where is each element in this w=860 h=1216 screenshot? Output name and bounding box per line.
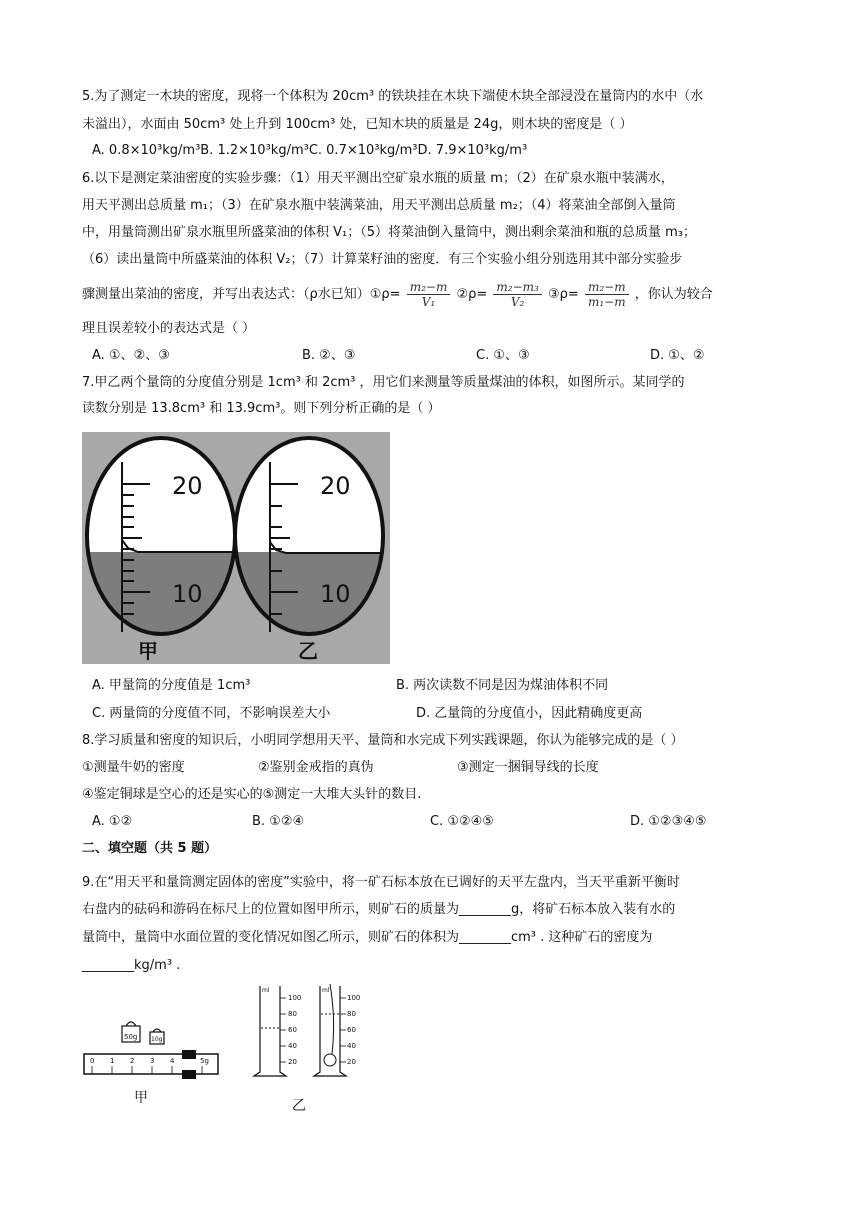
- figure-jia-label: 甲: [134, 1090, 148, 1106]
- cylinder-unit-left: ml: [262, 987, 270, 994]
- q6-line1: 6.以下是测定菜油密度的实验步骤：（1）用天平测出空矿泉水瓶的质量 m；（2）在矿泉水瓶中装满水，: [82, 171, 674, 186]
- tick-label-3: 3: [150, 1057, 155, 1065]
- l-tick-60: 60: [288, 1026, 297, 1034]
- figure-yi-label: 乙: [292, 1098, 306, 1114]
- q7-option-d: D. 乙量筒的分度值小，因此精确度更高: [416, 706, 643, 721]
- q6-option-c: C. ①、③: [476, 348, 530, 363]
- q7-option-a: A. 甲量筒的分度值是 1cm³: [92, 678, 251, 693]
- q5-line1: 5.为了测定一木块的密度，现将一个体积为 20cm³ 的铁块挂在木块下端使木块全部浸没在量筒内的水中（水: [82, 89, 704, 104]
- r-tick-40: 40: [347, 1042, 356, 1050]
- q8-line1: 8.学习质量和密度的知识后，小明同学想用天平、量筒和水完成下列实践课题，你认为能够完成的是（ ）: [82, 733, 684, 748]
- graduated-cylinder-figure: [250, 980, 370, 1115]
- l-tick-40: 40: [288, 1042, 297, 1050]
- right-label-20: 20: [320, 472, 351, 500]
- formula-1: $\frac{\text{m₂−m}}{\text{V₁}}$: [407, 280, 451, 309]
- cylinder-unit-right: ml: [322, 987, 330, 994]
- q8-item-2: ②鉴别金戒指的真伪: [258, 760, 374, 775]
- formula-3: $\frac{\text{m₂−m}}{\text{m₁−m}}$: [585, 280, 629, 309]
- r-tick-20: 20: [347, 1058, 356, 1066]
- q7-option-c: C. 两量筒的分度值不同，不影响误差大小: [92, 706, 331, 721]
- rider-top: [182, 1050, 196, 1059]
- q9-line4: ________kg/m³ .: [82, 958, 181, 973]
- q8-option-d: D. ①②③④⑤: [630, 814, 707, 829]
- q8-option-a: A. ①②: [92, 814, 133, 829]
- q7-line2: 读数分别是 13.8cm³ 和 13.9cm³。则下列分析正确的是（ ）: [82, 401, 441, 416]
- q8-option-c: C. ①②④⑤: [430, 814, 494, 829]
- q9-line3: 量筒中，量筒中水面位置的变化情况如图乙所示，则矿石的体积为________cm³ . 这种矿石的密度为: [82, 930, 653, 945]
- right-cylinder-name: 乙: [298, 639, 318, 663]
- cylinder-reading-figure: [82, 432, 390, 664]
- q6-line3: 中，用量筒测出矿泉水瓶里所盛菜油的体积 V₁；（5）将菜油倒入量筒中，测出剩余菜油和瓶的总质量 m₃；: [82, 225, 697, 240]
- q8-items-line2: ④鉴定铜球是空心的还是实心的⑤测定一大堆大头针的数目.: [82, 787, 422, 802]
- q8-option-b: B. ①②④: [252, 814, 305, 829]
- balance-scale-figure: [82, 1010, 222, 1110]
- weight-10g-label: 10g: [151, 1036, 163, 1043]
- left-cylinder-name: 甲: [138, 639, 158, 663]
- l-tick-100: 100: [288, 994, 302, 1002]
- q6-option-a: A. ①、②、③: [92, 348, 170, 363]
- section-title-fill-blank: 二、填空题（共 5 题）: [82, 841, 218, 856]
- q6-intro: 骤测量出菜油的密度，并写出表达式：（ρ水已知）①ρ=: [82, 287, 401, 302]
- rider-bottom: [182, 1070, 196, 1079]
- q6-line2: 用天平测出总质量 m₁；（3）在矿泉水瓶中装满菜油，用天平测出总质量 m₂；（4）将菜油全部倒入量筒: [82, 198, 676, 213]
- tick-label-0: 0: [90, 1057, 95, 1065]
- q6-option-b: B. ②、③: [302, 348, 356, 363]
- weight-50g-label: 50g: [124, 1033, 138, 1041]
- q5-line2: 未溢出），水面由 50cm³ 处上升到 100cm³ 处，已知木块的质量是 24g，则木块的密度是（ ）: [82, 117, 633, 132]
- r-tick-80: 80: [347, 1010, 356, 1018]
- r-tick-60: 60: [347, 1026, 356, 1034]
- left-label-20: 20: [172, 472, 203, 500]
- formula-3-label: ③ρ=: [548, 287, 579, 302]
- l-tick-80: 80: [288, 1010, 297, 1018]
- left-label-10: 10: [172, 580, 203, 608]
- q8-item-3: ③测定一捆铜导线的长度: [457, 760, 599, 775]
- right-label-10: 10: [320, 580, 351, 608]
- formula-2: $\frac{\text{m₂−m₃}}{\text{V₂}}$: [493, 280, 541, 309]
- tick-label-5g: 5g: [200, 1057, 209, 1065]
- r-tick-100: 100: [347, 994, 361, 1002]
- q7-line1: 7.甲乙两个量筒的分度值分别是 1cm³ 和 2cm³ ，用它们来测量等质量煤油的体积，如图所示。某同学的: [82, 375, 685, 390]
- q6-option-d: D. ①、②: [650, 348, 705, 363]
- formula-2-label: ②ρ=: [456, 287, 488, 302]
- q9-line2: 右盘内的砝码和游码在标尺上的位置如图甲所示，则矿石的质量为________g，将矿石标本放入装有水的: [82, 902, 676, 917]
- tick-label-1: 1: [110, 1057, 115, 1065]
- q6-line6: 理且误差较小的表达式是（ ）: [82, 321, 256, 336]
- q9-line1: 9.在“用天平和量筒测定固体的密度”实验中，将一矿石标本放在已调好的天平左盘内，当天平重新平衡时: [82, 875, 680, 890]
- l-tick-20: 20: [288, 1058, 297, 1066]
- q7-option-b: B. 两次读数不同是因为煤油体积不同: [396, 678, 609, 693]
- q6-line5: [82, 280, 713, 309]
- tick-label-4: 4: [170, 1057, 175, 1065]
- tick-label-2: 2: [130, 1057, 135, 1065]
- q5-options: A. 0.8×10³kg/m³B. 1.2×10³kg/m³C. 0.7×10³kg/m³D. 7.9×10³kg/m³: [92, 143, 528, 158]
- q6-tail: ，你认为较合: [634, 287, 713, 302]
- q8-item-1: ①测量牛奶的密度: [82, 760, 185, 775]
- q6-line4: （6）读出量筒中所盛菜油的体积 V₂；（7）计算菜籽油的密度．有三个实验小组分别选用其中部分实验步: [82, 252, 683, 267]
